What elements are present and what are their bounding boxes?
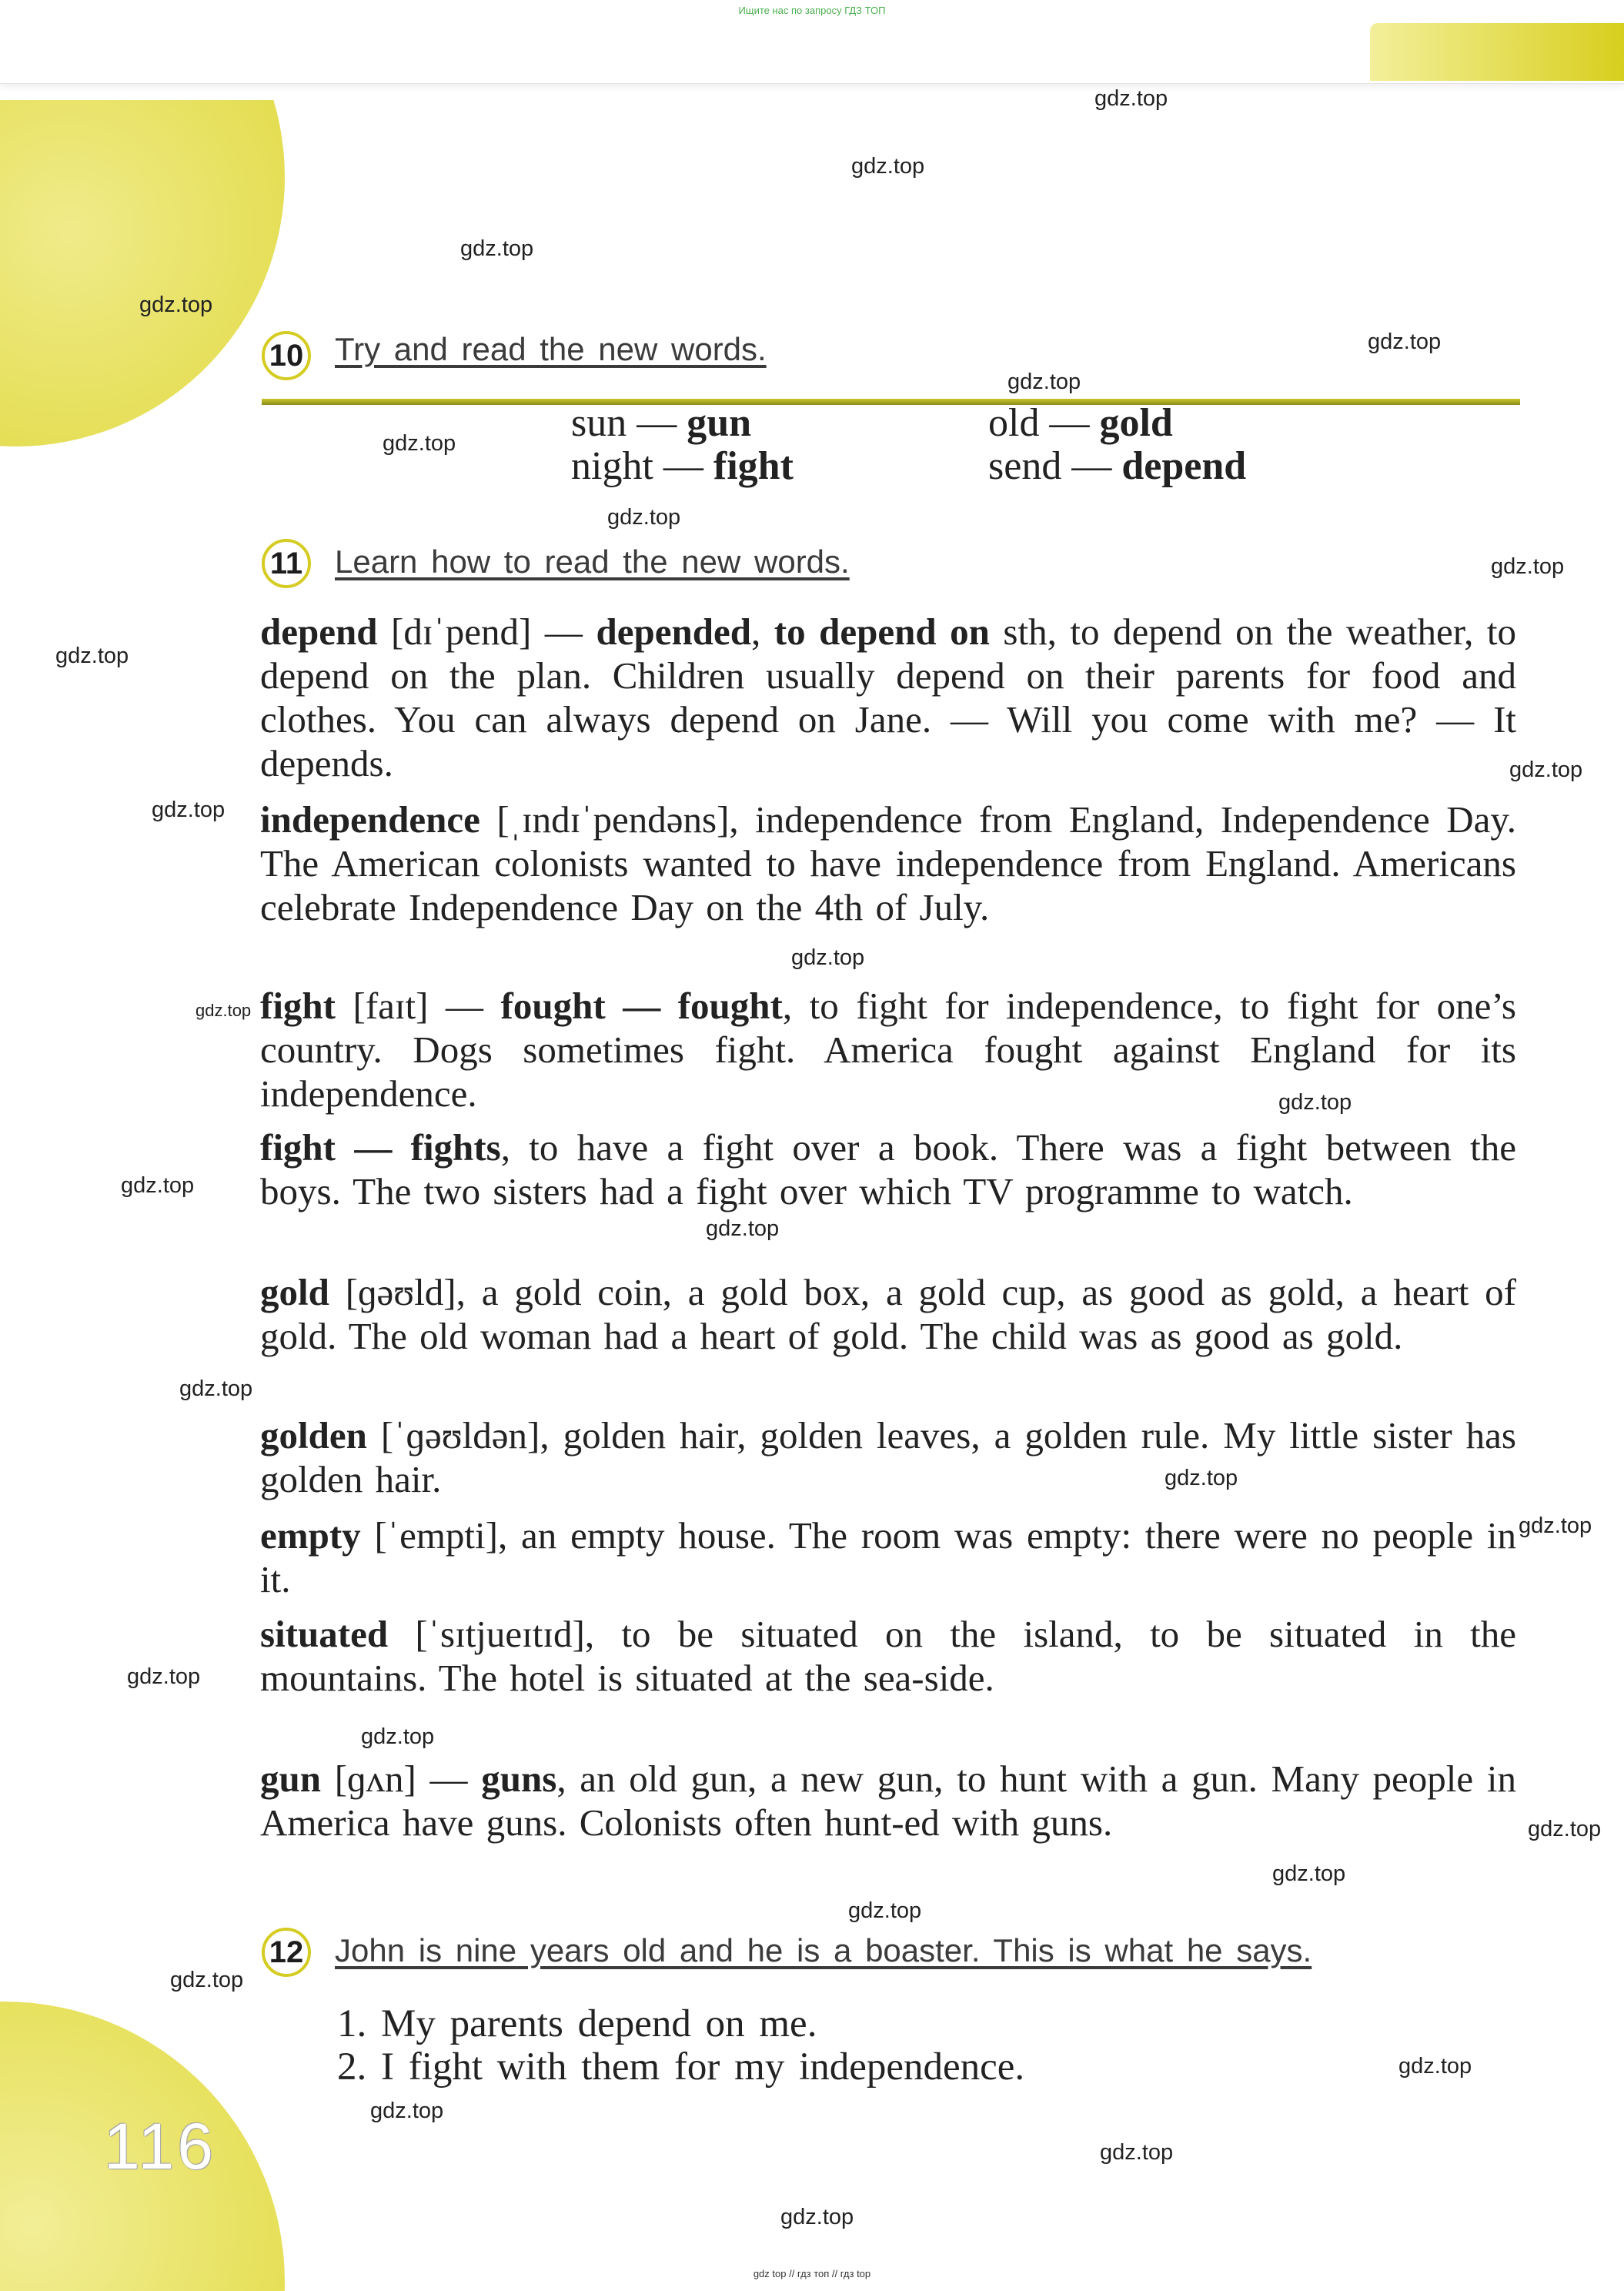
watermark: gdz.top xyxy=(1007,370,1081,394)
decorative-circle-top xyxy=(0,100,285,446)
watermark: gdz.top xyxy=(383,431,456,456)
watermark: gdz.top xyxy=(1519,1513,1592,1538)
exercise-12-title: John is nine years old and he is a boaster. This is what he says. xyxy=(335,1932,1312,1968)
watermark: gdz.top xyxy=(370,2099,444,2123)
exercise-10-title: Try and read the new words. xyxy=(335,331,767,367)
footer-text: gdz top // гдз топ // гдз top xyxy=(753,2268,871,2279)
watermark: gdz.top xyxy=(195,1001,252,1020)
watermark: gdz.top xyxy=(55,644,129,668)
watermark: gdz.top xyxy=(170,1968,244,1992)
vocab-entry-empty: empty [ˈempti], an empty house. The room was empty: there were no people in it. xyxy=(260,1514,1516,1600)
watermark: gdz.top xyxy=(127,1664,201,1689)
watermark: gdz.top xyxy=(179,1376,253,1401)
banner-text: Ищите нас по запросу ГДЗ ТОП xyxy=(738,5,886,16)
exercise-12-number: 12 xyxy=(262,1928,311,1977)
vocab-entry-situated: situated [ˈsɪtjueɪtɪd], to be situated on the island, to be situated in the mountains. The hotel is situated at the sea-side. xyxy=(260,1613,1516,1699)
exercise-11-title: Learn how to read the new words. xyxy=(335,543,850,580)
watermark: gdz.top xyxy=(1528,1817,1602,1841)
exercise-12-item: 1. My parents depend on me. xyxy=(337,2002,817,2045)
watermark: gdz.top xyxy=(706,1216,780,1241)
word-pair: night — fight xyxy=(571,444,794,488)
watermark: gdz.top xyxy=(1165,1466,1238,1490)
top-banner xyxy=(0,0,1624,84)
vocab-entry-independence: independence [ˌɪndɪˈpendəns], independence from England, Independence Day. The American colonists wanted to have independence from England. Americans celebrate Independence Day on the 4th of July. xyxy=(260,798,1516,928)
vocab-entry-fight-noun: fight — fights, to have a fight over a book. There was a fight between the boys. The two sisters had a fight over which TV programme to watch. xyxy=(260,1126,1516,1212)
word-pair: send — depend xyxy=(988,444,1247,488)
banner-decoration xyxy=(1370,23,1624,81)
vocab-entry-gun: gun [ɡʌn] — guns, an old gun, a new gun, to hunt with a gun. Many people in America have guns. Colonists often hunt-ed with guns. xyxy=(260,1758,1516,1844)
watermark: gdz.top xyxy=(851,154,925,179)
header-rule xyxy=(262,399,1520,405)
vocab-entry-depend: depend [dɪˈpend] — depended, to depend on sth, to depend on the weather, to depend on the plan. Children usually depend on their parents for food and clothes. You can always depend on Jane. — Will you come with me? — It depends. xyxy=(260,610,1516,784)
watermark: gdz.top xyxy=(1398,2054,1472,2079)
vocab-entry-gold: gold [ɡəʊld], a gold coin, a gold box, a gold cup, as good as gold, a heart of gold. The old woman had a heart of gold. The child was as good as gold. xyxy=(260,1271,1516,1357)
exercise-11-number: 11 xyxy=(262,539,311,588)
watermark: gdz.top xyxy=(139,293,213,317)
watermark: gdz.top xyxy=(780,2205,854,2229)
watermark: gdz.top xyxy=(791,945,865,970)
watermark: gdz.top xyxy=(1509,758,1583,782)
watermark: gdz.top xyxy=(121,1173,195,1198)
exercise-10-number: 10 xyxy=(262,331,311,380)
page-number: 116 xyxy=(104,2110,216,2182)
watermark: gdz.top xyxy=(1278,1090,1352,1115)
vocab-entry-golden: golden [ˈɡəʊldən], golden hair, golden leaves, a golden rule. My little sister has golden hair. xyxy=(260,1414,1516,1500)
watermark: gdz.top xyxy=(152,798,226,822)
watermark: gdz.top xyxy=(1368,329,1442,354)
vocab-entry-fight-verb: fight [faɪt] — fought — fought, to fight for independence, to fight for one’s country. Dogs sometimes fight. America fought against England for its independence. xyxy=(260,985,1516,1115)
watermark: gdz.top xyxy=(361,1724,435,1749)
watermark: gdz.top xyxy=(1272,1861,1346,1886)
watermark: gdz.top xyxy=(848,1898,922,1923)
watermark: gdz.top xyxy=(1100,2140,1174,2165)
watermark: gdz.top xyxy=(1491,554,1565,579)
watermark: gdz.top xyxy=(1094,86,1168,111)
watermark: gdz.top xyxy=(460,236,534,261)
word-pair: old — gold xyxy=(988,401,1173,445)
word-pair: sun — gun xyxy=(571,401,752,445)
exercise-12-item: 2. I fight with them for my independence. xyxy=(337,2045,1025,2089)
watermark: gdz.top xyxy=(607,505,681,530)
